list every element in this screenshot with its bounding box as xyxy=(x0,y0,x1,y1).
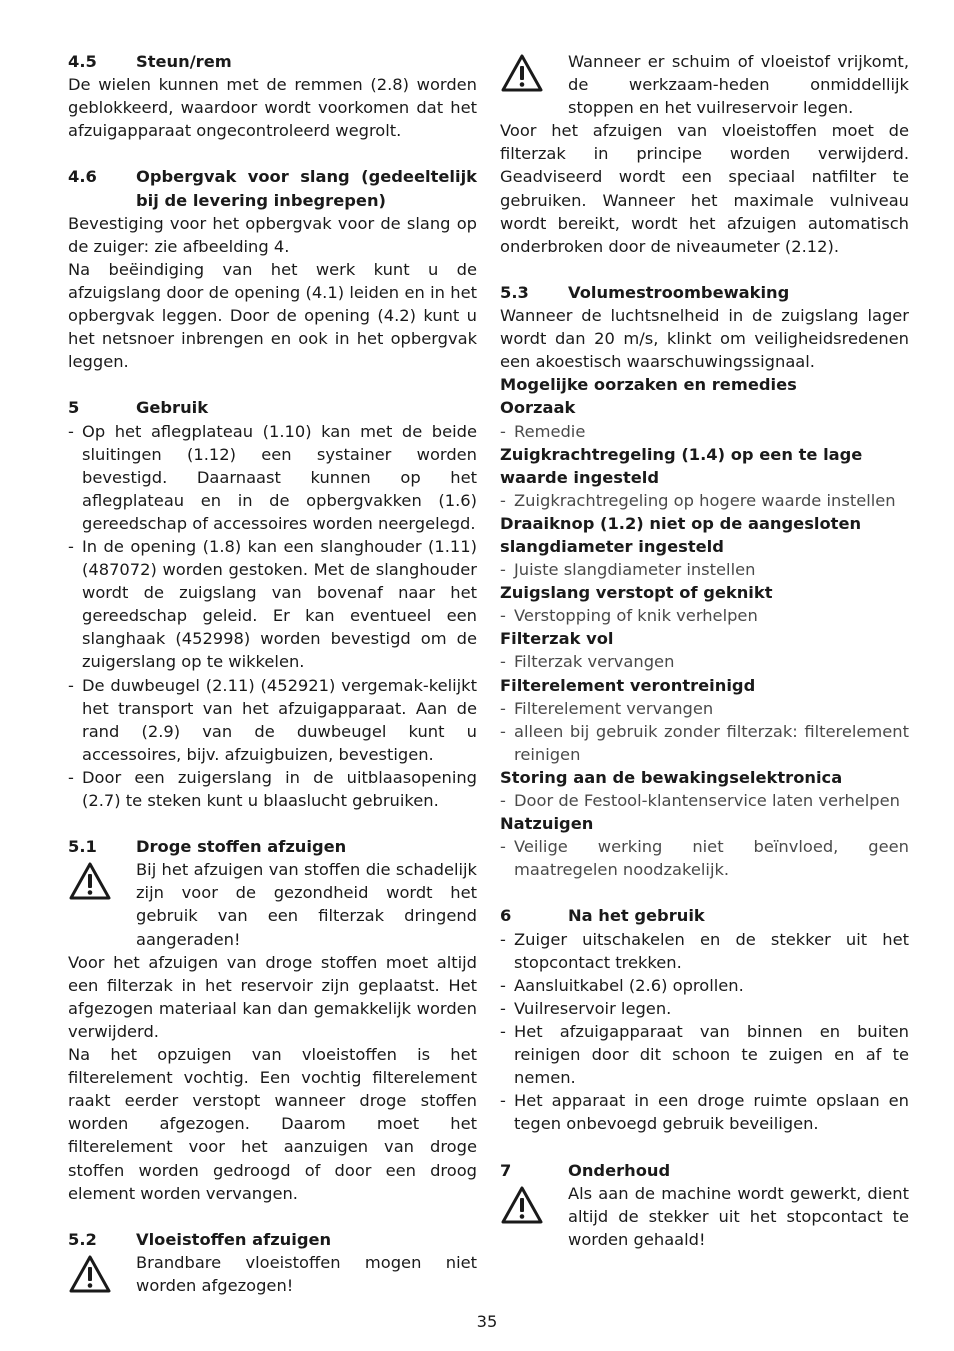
section-title: Steun/rem xyxy=(136,52,232,71)
list-item: - De duwbeugel (2.11) (452921) vergemak-kelijkt het transport van het afzuigapparaat. Aan de rand (2.9) van de duwbeugel kunt u accessoires, bijv. afzuigbuizen, bevestigen. xyxy=(68,674,477,766)
remedy-label: - Remedie xyxy=(500,420,909,443)
cause-label: Oorzaak xyxy=(500,398,576,418)
warning-text: Brandbare vloeistoffen mogen niet worden afgezogen! xyxy=(136,1252,477,1295)
paragraph: Voor het afzuigen van vloeistoffen moet de filterzak in principe worden verwijderd. Geadviseerd wordt een speciaal natfilter te gebruiken. Wanneer het maximale vulniveau wordt bereikt, wordt het afzuigen automatisch onderbroken door de niveaumeter (2.12). xyxy=(500,121,909,256)
section-title: Opbergvak voor slang (gedeeltelijk bij de levering inbegrepen) xyxy=(136,167,477,210)
warning-block xyxy=(500,50,909,119)
section-number: 6 xyxy=(500,906,512,926)
warning-text: Wanneer er schuim of vloeistof vrijkomt, de werkzaam-heden onmiddellijk stoppen en het vuilreservoir legen. xyxy=(568,52,909,118)
section-heading-4-5 xyxy=(68,50,477,73)
list-item: - Aansluitkabel (2.6) oprollen. xyxy=(500,974,909,997)
page-number: 35 xyxy=(476,1312,498,1331)
section-heading-6 xyxy=(500,904,909,927)
warning-text: Bij het afzuigen van stoffen die schadelijk zijn voor de gezondheid wordt het gebruik van een filterzak dringend aangeraden! xyxy=(136,860,477,949)
section-title: Na het gebruik xyxy=(568,906,705,926)
section-title: Vloeistoffen afzuigen xyxy=(136,1229,332,1249)
paragraph: Wanneer de luchtsnelheid in de zuigslang lager wordt dan 20 m/s, klinkt om veiligheidsredenen een akoestisch waarschuwingssignaal. xyxy=(500,306,909,372)
section-heading-5 xyxy=(68,396,477,419)
warning-triangle-icon xyxy=(68,858,136,950)
section-heading-4-6 xyxy=(68,165,477,211)
warning-block xyxy=(68,1251,477,1297)
causes-title: Mogelijke oorzaken en remedies xyxy=(500,375,797,395)
cause-item: Zuigslang verstopt of geknikt xyxy=(500,583,773,603)
section-title: Gebruik xyxy=(136,398,209,418)
remedy-item: - Filterzak vervangen xyxy=(500,650,909,673)
warning-text: Als aan de machine wordt gewerkt, dient altijd de stekker uit het stopcontact te worden gehaald! xyxy=(568,1183,909,1249)
paragraph: De wielen kunnen met de remmen (2.8) worden geblokkeerd, waardoor wordt voorkomen dat het afzuigapparaat ongecontroleerd wegrolt. xyxy=(68,75,477,141)
list-item: - Het apparaat in een droge ruimte opslaan en tegen onbevoegd gebruik beveiligen. xyxy=(500,1089,909,1135)
section-title: Droge stoffen afzuigen xyxy=(136,837,347,857)
remedy-item: - Zuigkrachtregeling op hogere waarde instellen xyxy=(500,489,909,512)
warning-block xyxy=(68,858,477,950)
remedy-item: - Verstopping of knik verhelpen xyxy=(500,604,909,627)
paragraph: Na beëindiging van het werk kunt u de afzuigslang door de opening (4.1) leiden en in het opbergvak leggen. Door de opening (4.2) kunt u het netsnoer inbrengen en ook in het opbergvak leggen. xyxy=(68,259,477,372)
section-number: 4.5 xyxy=(68,52,97,71)
section-number: 5.2 xyxy=(68,1229,97,1249)
warning-triangle-icon xyxy=(500,1182,568,1251)
cause-item: Filterelement verontreinigd xyxy=(500,675,756,695)
list-item: - Op het aflegplateau (1.10) kan met de beide sluitingen (1.12) een systainer worden bevestigd. Daarnaast kunnen op het aflegplateau en in de opbergvakken (1.6) gereedschap of accessoires worden neergelegd. xyxy=(68,420,477,535)
list-item: - Vuilreservoir legen. xyxy=(500,997,909,1020)
warning-block xyxy=(500,1182,909,1251)
section-title: Onderhoud xyxy=(568,1160,671,1180)
section-number: 5 xyxy=(68,398,80,418)
list-item: - Zuiger uitschakelen en de stekker uit het stopcontact trekken. xyxy=(500,928,909,974)
left-column xyxy=(68,50,477,1297)
remedy-item: - alleen bij gebruik zonder filterzak: filterelement reinigen xyxy=(500,720,909,766)
section-number: 4.6 xyxy=(68,167,97,187)
section-heading-5-3 xyxy=(500,281,909,304)
cause-item: Draaiknop (1.2) niet op de aangesloten slangdiameter ingesteld xyxy=(500,513,862,556)
section-heading-5-1 xyxy=(68,835,477,858)
paragraph: Voor het afzuigen van droge stoffen moet altijd een filterzak in het reservoir zijn geplaatst. Het afgezogen materiaal kan dan gemakkelijk worden verwijderd. xyxy=(68,952,477,1041)
remedy-item: - Veilige werking niet beïnvloed, geen maatregelen noodzakelijk. xyxy=(500,835,909,881)
cause-item: Filterzak vol xyxy=(500,629,614,649)
remedy-item: - Door de Festool-klantenservice laten verhelpen xyxy=(500,789,909,812)
section-number: 5.1 xyxy=(68,837,97,857)
cause-item: Natzuigen xyxy=(500,814,594,834)
cause-item: Zuigkrachtregeling (1.4) op een te lage waarde ingesteld xyxy=(500,444,863,487)
section-number: 5.3 xyxy=(500,282,529,302)
section-heading-7 xyxy=(500,1159,909,1182)
list-item: - Door een zuigerslang in de uitblaasopening (2.7) te steken kunt u blaaslucht gebruiken. xyxy=(68,766,477,812)
warning-triangle-icon xyxy=(68,1251,136,1297)
section-title: Volumestroombewaking xyxy=(568,282,790,302)
warning-triangle-icon xyxy=(500,50,568,119)
paragraph: Na het opzuigen van vloeistoffen is het filterelement vochtig. Een vochtig filterelement raakt eerder verstopt wanneer droge stoffen worden afgezogen. Daarom moet het filterelement voor het aanzuigen van droge stoffen worden gedroogd of door een droog element worden vervangen. xyxy=(68,1045,477,1203)
list-item: - Het afzuigapparaat van binnen en buiten reinigen door dit schoon te zuigen en af te nemen. xyxy=(500,1020,909,1089)
cause-item: Storing aan de bewakingselektronica xyxy=(500,767,843,787)
remedy-item: - Juiste slangdiameter instellen xyxy=(500,558,909,581)
list-item: - In de opening (1.8) kan een slanghouder (1.11) (487072) worden gestoken. Met de slanghouder wordt de zuigslang van bovenaf naar het gereedschap geleid. Er kan eventueel een slanghaak (452998) worden bevestigd om de zuigerslang op te wikkelen. xyxy=(68,535,477,674)
remedy-item: - Filterelement vervangen xyxy=(500,697,909,720)
section-number: 7 xyxy=(500,1160,512,1180)
section-heading-5-2 xyxy=(68,1228,477,1251)
paragraph: Bevestiging voor het opbergvak voor de slang op de zuiger: zie afbeelding 4. xyxy=(68,213,477,256)
right-column xyxy=(500,50,909,1251)
